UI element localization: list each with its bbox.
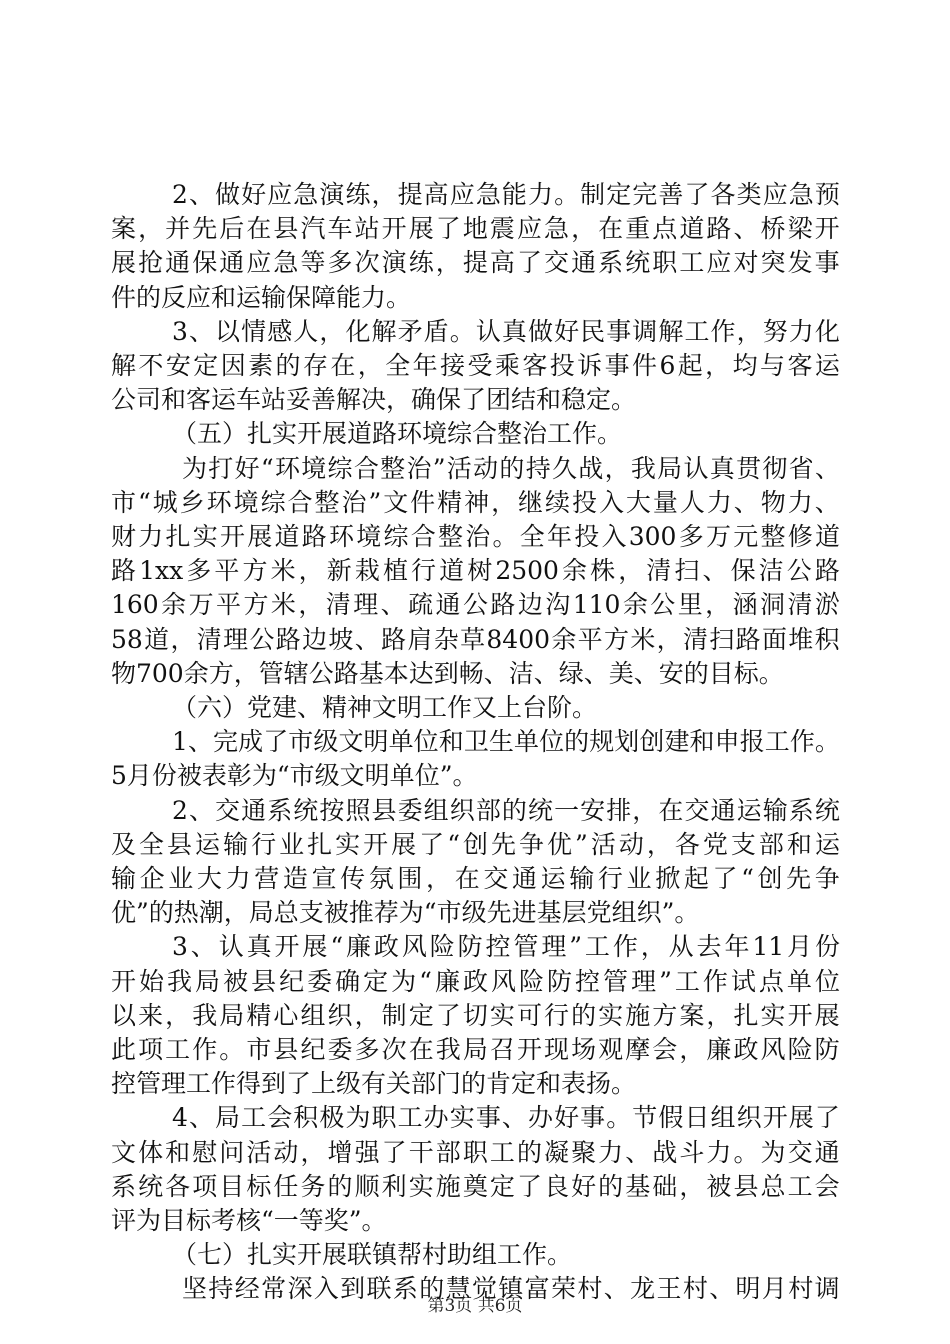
text-line: 3 、 认 真 开 展 “ 廉 政 风 险 防 控 管 理 ” 工 作 ， 从 去 年 11 月 份 [172,932,840,962]
text-line: 控管理工作得到了上级有关部门的肯定和表扬。 [111,1069,637,1099]
text-line: 160 余 万 平 方 米 ， 清 理 、 疏 通 公 路 边 沟 110 余 公 里 ， 涵 洞 清 淤 [111,590,840,620]
text-line: 优”的热潮，局总支被推荐为“市级先进基层党组织”。 [111,898,700,928]
text-line: 输 企 业 大 力 营 造 宣 传 氛 围 ， 在 交 通 运 输 行 业 掀 起 了 “ 创 先 争 [111,864,840,893]
text-line: （五）扎实开展道路环境综合整治工作。 [172,419,623,449]
text-line: 物700余方，管辖公路基本达到畅、洁、绿、美、安的目标。 [111,658,784,688]
text-line: （七）扎实开展联镇帮村助组工作。 [172,1240,573,1270]
text-line: 公司和客运车站妥善解决，确保了团结和稳定。 [111,385,637,415]
text-line: 解 不 安 定 因 素 的 存 在 ， 全 年 接 受 乘 客 投 诉 事 件 6 起 ， 均 与 客 运 [111,351,840,380]
text-line: 路 1xx 多 平 方 米 ， 新 栽 植 行 道 树 2500 余 株 ， 清 扫 、 保 洁 公 路 [111,556,840,586]
text-line: 文 体 和 慰 问 活 动 ， 增 强 了 干 部 职 工 的 凝 聚 力 、 战 斗 力 。 为 交 通 [111,1137,840,1167]
text-line: 案 ， 并 先 后 在 县 汽 车 站 开 展 了 地 震 应 急 ， 在 重 点 道 路 、 桥 梁 开 [111,214,840,244]
text-line: 系 统 各 项 目 标 任 务 的 顺 利 实 施 奠 定 了 良 好 的 基 础 ， 被 县 总 工 会 [111,1171,840,1201]
text-line: 坚 持 经 常 深 入 到 联 系 的 慧 觉 镇 富 荣 村 、 龙 王 村 、 明 月 村 调 [182,1274,840,1304]
page-footer: 第3页 共6页 [427,1296,523,1316]
text-line: 5月份被表彰为“市级文明单位”。 [111,761,478,791]
text-line: （六）党建、精神文明工作又上台阶。 [172,693,598,722]
text-line: 2 、 做 好 应 急 演 练 ， 提 高 应 急 能 力 。 制 定 完 善 了 各 类 应 急 预 [172,180,840,209]
text-line: 件的反应和运输保障能力。 [111,282,412,312]
text-line: 财 力 扎 实 开 展 道 路 环 境 综 合 整 治 。 全 年 投 入 300 多 万 元 整 修 道 [111,522,840,551]
text-line: 市 “ 城 乡 环 境 综 合 整 治 ” 文 件 精 神 ， 继 续 投 入 大 量 人 力 、 物 力 、 [111,487,840,517]
text-line: 3 、 以 情 感 人 ， 化 解 矛 盾 。 认 真 做 好 民 事 调 解 工 作 ， 努 力 化 [172,316,840,346]
text-line: 及 全 县 运 输 行 业 扎 实 开 展 了 “ 创 先 争 优 ” 活 动 ， 各 党 支 部 和 运 [111,829,840,859]
text-line: 1 、 完 成 了 市 级 文 明 单 位 和 卫 生 单 位 的 规 划 创 建 和 申 报 工 作 。 [172,727,840,757]
text-line: 以 来 ， 我 局 精 心 组 织 ， 制 定 了 切 实 可 行 的 实 施 方 案 ， 扎 实 开 展 [111,1000,840,1030]
text-line: 开 始 我 局 被 县 纪 委 确 定 为 “ 廉 政 风 险 防 控 管 理 ” 工 作 试 点 单 位 [111,966,840,996]
text-line: 展 抢 通 保 通 应 急 等 多 次 演 练 ， 提 高 了 交 通 系 统 职 工 应 对 突 发 事 [111,248,840,278]
text-line: 评为目标考核“一等奖”。 [111,1206,387,1235]
text-line: 为 打 好 “ 环 境 综 合 整 治 ” 活 动 的 持 久 战 ， 我 局 认 真 贯 彻 省 、 [182,453,840,483]
text-line: 58 道 ， 清 理 公 路 边 坡 、 路 肩 杂 草 8400 余 平 方 米 ， 清 扫 路 面 堆 积 [111,624,840,654]
text-line: 2 、 交 通 系 统 按 照 县 委 组 织 部 的 统 一 安 排 ， 在 交 通 运 输 系 统 [172,795,840,825]
text-line: 此 项 工 作 。 市 县 纪 委 多 次 在 我 局 召 开 现 场 观 摩 会 ， 廉 政 风 险 防 [111,1035,840,1064]
text-line: 4 、 局 工 会 积 极 为 职 工 办 实 事 、 办 好 事 。 节 假 日 组 织 开 展 了 [172,1103,840,1133]
